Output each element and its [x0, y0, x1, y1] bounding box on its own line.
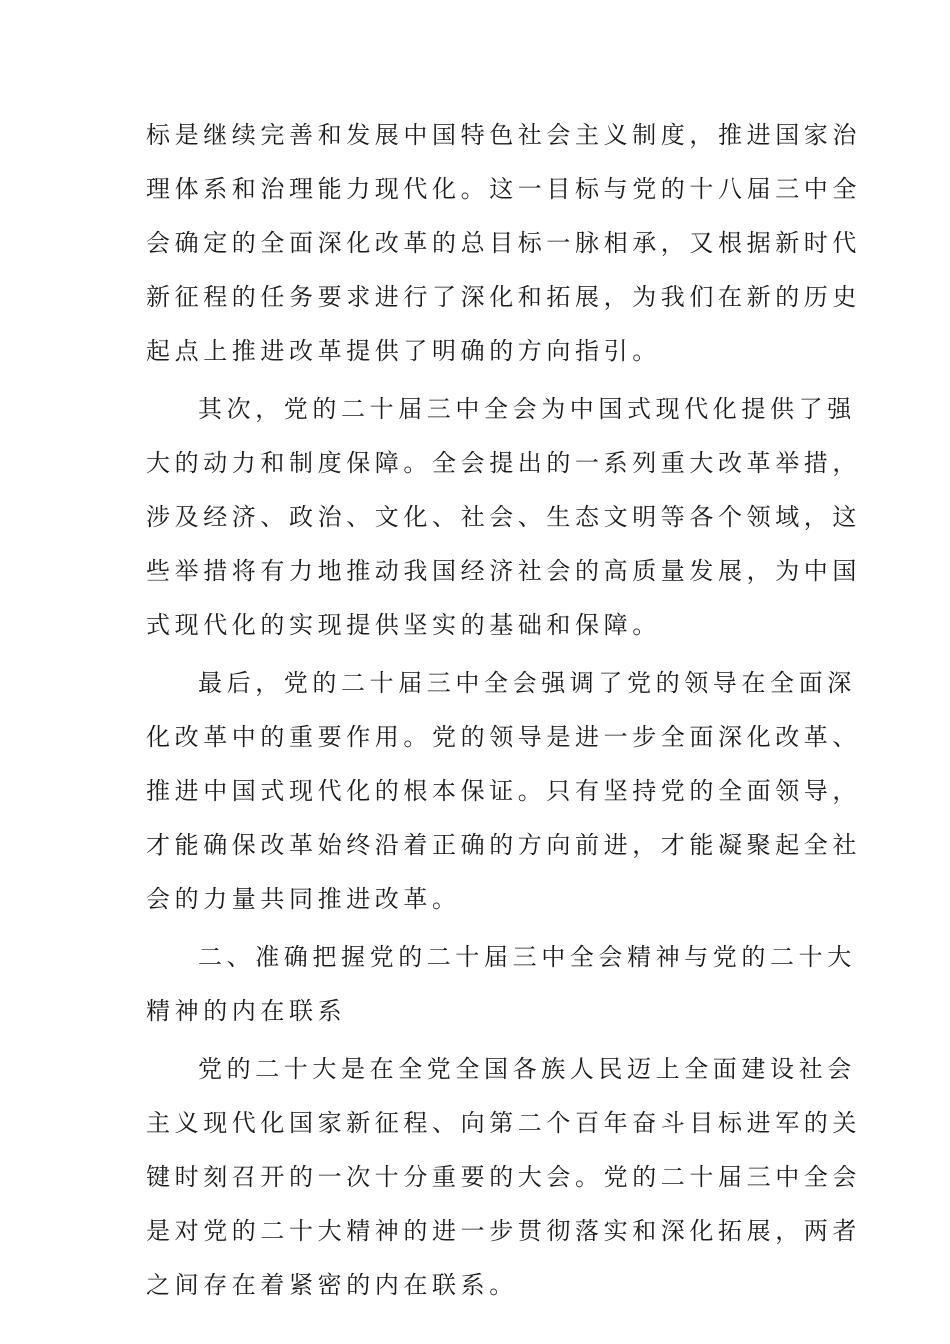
paragraph-finally — [146, 656, 861, 930]
heading-line: 二、准确把握党的二十届三中全会精神与党的二十大 — [198, 943, 856, 971]
text-line: 党的二十大是在全党全国各族人民迈上全面建设社会 — [198, 1055, 856, 1083]
text-line: 推进中国式现代化的根本保证。只有坚持党的全面领导， — [146, 777, 861, 805]
paragraph-continuation — [146, 108, 861, 382]
text-line: 理体系和治理能力现代化。这一目标与党的十八届三中全 — [146, 175, 861, 203]
text-line: 新征程的任务要求进行了深化和拓展，为我们在新的历史 — [146, 283, 861, 311]
document-body — [146, 108, 861, 1316]
text-line: 会的力量共同推进改革。 — [146, 885, 461, 913]
text-line: 其次，党的二十届三中全会为中国式现代化提供了强 — [198, 395, 856, 423]
text-line: 标是继续完善和发展中国特色社会主义制度，推进国家治 — [146, 121, 861, 149]
text-line: 起点上推进改革提供了明确的方向指引。 — [146, 337, 661, 365]
text-line: 是对党的二十大精神的进一步贯彻落实和深化拓展，两者 — [146, 1217, 861, 1245]
text-line: 化改革中的重要作用。党的领导是进一步全面深化改革、 — [146, 723, 861, 751]
text-line: 式现代化的实现提供坚实的基础和保障。 — [146, 611, 661, 639]
text-line: 大的动力和制度保障。全会提出的一系列重大改革举措， — [146, 449, 861, 477]
text-line: 键时刻召开的一次十分重要的大会。党的二十届三中全会 — [146, 1163, 861, 1191]
section-heading — [146, 930, 856, 1042]
text-line: 之间存在着紧密的内在联系。 — [146, 1271, 518, 1299]
heading-line: 精神的内在联系 — [146, 997, 347, 1025]
text-line: 才能确保改革始终沿着正确的方向前进，才能凝聚起全社 — [146, 831, 861, 859]
text-line: 些举措将有力地推动我国经济社会的高质量发展，为中国 — [146, 557, 861, 585]
text-line: 主义现代化国家新征程、向第二个百年奋斗目标进军的关 — [146, 1109, 861, 1137]
text-line: 会确定的全面深化改革的总目标一脉相承，又根据新时代 — [146, 229, 861, 257]
paragraph-twentieth-congress — [146, 1042, 861, 1316]
text-line: 涉及经济、政治、文化、社会、生态文明等各个领域，这 — [146, 503, 861, 531]
text-line: 最后，党的二十届三中全会强调了党的领导在全面深 — [198, 669, 856, 697]
paragraph-secondly — [146, 382, 861, 656]
